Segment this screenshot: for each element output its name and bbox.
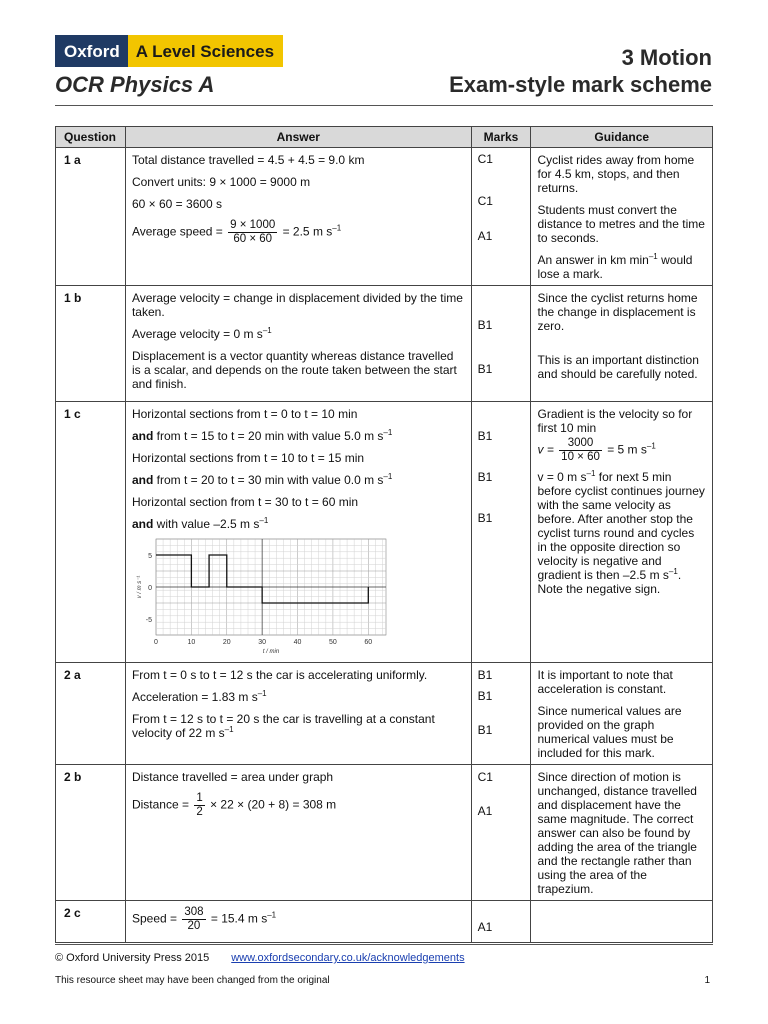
mark-scheme-table [55, 126, 713, 943]
question-number: 2 a [56, 663, 126, 765]
question-number: 2 b [56, 765, 126, 901]
guidance-cell [531, 402, 713, 663]
answer-line: From t = 12 s to t = 20 s the car is travelling at a constant velocity of 22 m $s^{-1}$ [131, 712, 435, 740]
answer-text: Average velocity = 0 m s [131, 327, 263, 341]
fraction [194, 792, 204, 819]
fraction [559, 437, 602, 464]
x-tick-label: 60 [364, 639, 373, 646]
table-row [56, 901, 713, 943]
formula-label: Distance = [131, 797, 193, 812]
fraction [228, 219, 277, 246]
guidance-line: Since direction of motion is unchanged, distance travelled and displacement have the same magnitude. The correct answer can also be found by adding the area of the triangle and the rectangle rather than using the area of the trapezium. [537, 770, 697, 896]
guidance-cell [531, 765, 713, 901]
guidance-line: Gradient is the velocity so for first 10 min [537, 407, 693, 435]
marks-cell [471, 663, 531, 765]
guidance-cell [531, 286, 713, 402]
answer-text: from t = 15 to t = 20 min with value 5.0 m s [153, 429, 384, 443]
guidance-text: An answer in km min [537, 253, 649, 267]
y-tick-label: -5 [145, 617, 152, 624]
velocity-time-graph [132, 535, 392, 655]
formula-result: × 22 × (20 + 8) = 308 m [206, 797, 337, 812]
denominator: 2 [196, 806, 203, 818]
answer-line: Distance travelled = area under graph [131, 770, 334, 784]
answer-line: and from t = 20 to t = 30 min with value 0.0 m $s^{-1}$ [131, 472, 393, 487]
denominator: 10 × 60 [561, 451, 600, 463]
formula-result: = 15.4 m s [207, 911, 268, 926]
formula-label: Average speed = [131, 224, 227, 239]
answer-line: Horizontal sections from t = 0 to t = 10 min [131, 407, 358, 421]
guidance-cell [531, 663, 713, 765]
footer-note: This resource sheet may have been changed from the original [55, 975, 330, 986]
answer-line: Average velocity = change in displacement divided by the time taken. [131, 291, 463, 319]
answer-cell [125, 402, 471, 663]
answer-line: Average speed = $\frac{9 \times 1000}{60 \times 60}$ = 2.5 m $s^{-1}$ [131, 219, 342, 245]
header-guidance: Guidance [531, 127, 713, 148]
answer-line: and with value –2.5 m $s^{-1}$ [131, 516, 269, 531]
guidance-line: It is important to note that acceleration is constant. [537, 668, 673, 696]
answer-text: Acceleration = 1.83 m s [131, 690, 258, 704]
answer-cell [125, 765, 471, 901]
question-number: 1 a [56, 148, 126, 286]
answer-line: Horizontal sections from t = 10 to t = 15 min [131, 451, 365, 465]
guidance-text: . Note the negative sign. [537, 568, 682, 596]
mark: B1 [477, 668, 493, 682]
table-row [56, 765, 713, 901]
answer-line: Convert units: 9 × 1000 = 9000 m [131, 175, 311, 189]
document-title: Exam-style mark scheme [449, 72, 712, 97]
mark: B1 [477, 362, 493, 376]
formula-label: Speed = [131, 911, 181, 926]
chapter-title: 3 Motion [621, 45, 712, 70]
header-marks: Marks [471, 127, 531, 148]
fraction [182, 906, 205, 933]
page-number: 1 [704, 975, 710, 986]
guidance-line: Students must convert the distance to metres and the time to seconds. [537, 203, 705, 245]
denominator: 20 [187, 920, 201, 932]
mark: B1 [477, 511, 493, 525]
marks-cell [471, 148, 531, 286]
answer-bold: and [131, 473, 154, 487]
guidance-line: v = $\frac{3000}{10 \times 60}$ = 5 m $s^{-1}$ [537, 437, 656, 463]
question-number: 1 b [56, 286, 126, 402]
footer-copyright-line [55, 952, 465, 964]
formula-result: = 2.5 m s [279, 224, 333, 239]
oxford-logo [55, 35, 283, 67]
table-row [56, 663, 713, 765]
subject-title: OCR Physics A [55, 72, 215, 97]
answer-line: Displacement is a vector quantity whereas distance travelled is a scalar, and depends on the route taken between the start and finish. [131, 349, 457, 391]
mark: C1 [477, 770, 493, 784]
acknowledgements-link[interactable]: www.oxfordsecondary.co.uk/acknowledgements [231, 952, 465, 964]
table-row [56, 286, 713, 402]
answer-line: 60 × 60 = 3600 s [131, 197, 223, 211]
mark: A1 [477, 804, 493, 818]
table-header-row [56, 127, 713, 148]
y-tick-label: 0 [148, 585, 152, 592]
answer-text: From t = 12 s to t = 20 s the car is travelling at a constant velocity of 22 m s [131, 712, 435, 740]
answer-line: Horizontal section from t = 30 to t = 60 min [131, 495, 359, 509]
guidance-line: v = 0 m $s^{-1}$ for next 5 min before cyclist continues journey with the same velocity as before. After another stop the cyclist turns round and cycles in the opposite direction so velocity is negative and gradient is then –2.5 m $s^{-1}$. Note the negative sign. [537, 469, 705, 596]
copyright-text: © Oxford University Press 2015 [55, 952, 210, 964]
answer-bold: and [131, 517, 154, 531]
mark: C1 [477, 194, 493, 208]
mark: B1 [477, 429, 493, 443]
answer-text: with value –2.5 m s [153, 517, 260, 531]
x-tick-label: 30 [258, 639, 267, 646]
guidance-line: Since the cyclist returns home the change in displacement is zero. [537, 291, 698, 333]
mark: A1 [477, 229, 493, 243]
x-tick-label: 20 [222, 639, 231, 646]
answer-cell [125, 901, 471, 943]
marks-cell [471, 901, 531, 943]
mark: A1 [477, 920, 493, 934]
answer-text: from t = 20 to t = 30 min with value 0.0 m s [153, 473, 384, 487]
guidance-text: would lose a mark. [537, 253, 693, 281]
answer-bold: and [131, 429, 154, 443]
y-axis-label: v / m s⁻¹ [136, 575, 143, 599]
x-tick-label: 40 [293, 639, 302, 646]
guidance-line: This is an important distinction and should be carefully noted. [537, 353, 699, 381]
answer-line: Average velocity = 0 m $s^{-1}$ [131, 326, 272, 341]
marks-cell [471, 765, 531, 901]
answer-cell [125, 663, 471, 765]
answer-cell [125, 148, 471, 286]
question-number: 2 c [56, 901, 126, 943]
logo-series: A Level Sciences [128, 35, 283, 67]
numerator: 308 [184, 906, 204, 918]
header-question: Question [56, 127, 126, 148]
answer-line: Total distance travelled = 4.5 + 4.5 = 9.0 km [131, 153, 365, 167]
guidance-cell [531, 148, 713, 286]
marks-cell [471, 402, 531, 663]
mark: B1 [477, 470, 493, 484]
denominator: 60 × 60 [233, 233, 273, 245]
guidance-text: for next 5 min before cyclist continues journey with the same velocity as before. After another stop the cyclist turns round and cycles in the opposite direction so velocity is negative and gradient is then –2.5 m s [537, 470, 705, 582]
footer-divider [55, 944, 713, 945]
question-number: 1 c [56, 402, 126, 663]
guidance-text: v = [537, 442, 558, 457]
answer-line: and from t = 15 to t = 20 min with value 5.0 m $s^{-1}$ [131, 428, 393, 443]
y-tick-label: 5 [148, 553, 152, 560]
mark: B1 [477, 689, 493, 703]
logo-brand: Oxford [55, 35, 128, 67]
mark: B1 [477, 723, 493, 737]
x-tick-label: 50 [328, 639, 337, 646]
x-tick-label: 10 [187, 639, 196, 646]
x-axis-label: t / min [262, 649, 280, 655]
x-tick-label: 0 [154, 639, 158, 646]
mark: B1 [477, 318, 493, 332]
table-row [56, 402, 713, 663]
answer-line: Speed = $\frac{308}{20}$ = 15.4 m $s^{-1}$ [131, 906, 277, 932]
table-row [56, 148, 713, 286]
numerator: 1 [196, 792, 203, 804]
answer-cell [125, 286, 471, 402]
marks-cell [471, 286, 531, 402]
numerator: 3000 [559, 437, 602, 451]
answer-line [132, 792, 465, 819]
answer-line: Acceleration = 1.83 m $s^{-1}$ [131, 689, 267, 704]
mark: C1 [477, 152, 493, 166]
guidance-line: Cyclist rides away from home for 4.5 km, stops, and then returns. [537, 153, 695, 195]
guidance-line: An answer in km $\min^{-1}$ would lose a mark. [537, 252, 693, 281]
answer-line: From t = 0 s to t = 12 s the car is accelerating uniformly. [131, 668, 428, 682]
guidance-cell [531, 901, 713, 943]
header-divider [55, 105, 713, 106]
numerator: 9 × 1000 [230, 219, 276, 231]
guidance-text: v = 0 m s [537, 470, 587, 484]
guidance-line: Since numerical values are provided on the graph numerical values must be included for this mark. [537, 704, 682, 760]
guidance-text: = 5 m s [603, 442, 647, 457]
header-answer: Answer [125, 127, 471, 148]
